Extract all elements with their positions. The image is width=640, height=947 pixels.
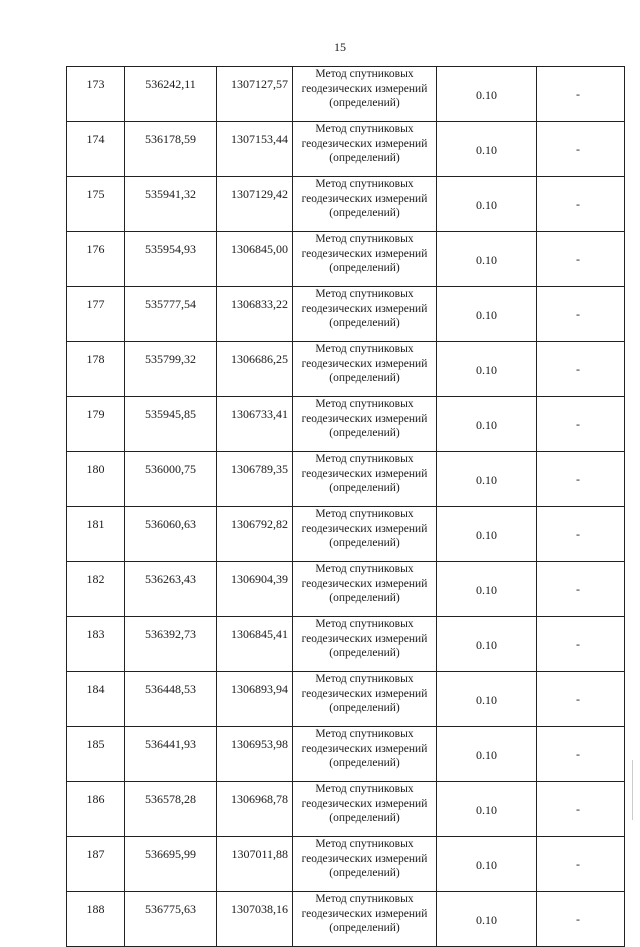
- table-row: [67, 892, 625, 947]
- note-cell: -: [537, 342, 625, 397]
- table-row: [67, 782, 625, 837]
- method-line: Метод спутниковых: [315, 838, 414, 850]
- x-coordinate-cell: 536242,11: [125, 67, 217, 122]
- y-coordinate-cell: 1306833,22: [217, 287, 293, 342]
- point-number-cell: 178: [67, 342, 125, 397]
- method-line: Метод спутниковых: [315, 178, 414, 190]
- y-coordinate-cell: 1307127,57: [217, 67, 293, 122]
- method-line: геодезических измерений: [301, 907, 428, 920]
- y-coordinate-cell: 1306792,82: [217, 507, 293, 562]
- method-cell: [293, 122, 437, 177]
- x-coordinate-cell: 536775,63: [125, 892, 217, 947]
- point-number-cell: 183: [67, 617, 125, 672]
- accuracy-cell: 0.10: [437, 617, 537, 672]
- method-line: (определений): [329, 592, 400, 604]
- method-cell: [293, 892, 437, 947]
- method-line: Метод спутниковых: [315, 68, 414, 80]
- y-coordinate-cell: 1306893,94: [217, 672, 293, 727]
- y-coordinate-cell: 1306789,35: [217, 452, 293, 507]
- method-line: (определений): [329, 757, 400, 769]
- table-row: [67, 727, 625, 782]
- method-cell: [293, 452, 437, 507]
- method-cell: [293, 782, 437, 837]
- note-cell: -: [537, 507, 625, 562]
- note-cell: -: [537, 562, 625, 617]
- x-coordinate-cell: 536448,53: [125, 672, 217, 727]
- note-cell: -: [537, 177, 625, 232]
- accuracy-cell: 0.10: [437, 837, 537, 892]
- note-cell: -: [537, 452, 625, 507]
- y-coordinate-cell: 1306845,00: [217, 232, 293, 287]
- x-coordinate-cell: 536263,43: [125, 562, 217, 617]
- accuracy-cell: 0.10: [437, 782, 537, 837]
- x-coordinate-cell: 536695,99: [125, 837, 217, 892]
- note-cell: -: [537, 892, 625, 947]
- method-line: Метод спутниковых: [315, 893, 414, 905]
- method-line: геодезических измерений: [301, 577, 428, 590]
- page-number: 15: [334, 40, 346, 54]
- point-number-cell: 188: [67, 892, 125, 947]
- y-coordinate-cell: 1306968,78: [217, 782, 293, 837]
- point-number-cell: 175: [67, 177, 125, 232]
- table-row: [67, 452, 625, 507]
- x-coordinate-cell: 535945,85: [125, 397, 217, 452]
- method-line: геодезических измерений: [301, 192, 428, 205]
- method-line: (определений): [329, 482, 400, 494]
- scan-artifact: [632, 760, 633, 820]
- point-number-cell: 177: [67, 287, 125, 342]
- point-number-cell: 179: [67, 397, 125, 452]
- note-cell: -: [537, 122, 625, 177]
- method-line: геодезических измерений: [301, 247, 428, 260]
- point-number-cell: 176: [67, 232, 125, 287]
- accuracy-cell: 0.10: [437, 67, 537, 122]
- y-coordinate-cell: 1306845,41: [217, 617, 293, 672]
- method-line: геодезических измерений: [301, 82, 428, 95]
- x-coordinate-cell: 536178,59: [125, 122, 217, 177]
- accuracy-cell: 0.10: [437, 287, 537, 342]
- note-cell: -: [537, 617, 625, 672]
- note-cell: -: [537, 67, 625, 122]
- table-row: [67, 397, 625, 452]
- x-coordinate-cell: 536000,75: [125, 452, 217, 507]
- y-coordinate-cell: 1307153,44: [217, 122, 293, 177]
- x-coordinate-cell: 535777,54: [125, 287, 217, 342]
- method-line: геодезических измерений: [301, 632, 428, 645]
- method-cell: [293, 672, 437, 727]
- method-line: геодезических измерений: [301, 687, 428, 700]
- x-coordinate-cell: 535799,32: [125, 342, 217, 397]
- method-cell: [293, 617, 437, 672]
- x-coordinate-cell: 535941,32: [125, 177, 217, 232]
- method-line: (определений): [329, 152, 400, 164]
- method-line: (определений): [329, 867, 400, 879]
- point-number-cell: 181: [67, 507, 125, 562]
- method-line: (определений): [329, 427, 400, 439]
- point-number-cell: 174: [67, 122, 125, 177]
- method-line: Метод спутниковых: [315, 563, 414, 575]
- accuracy-cell: 0.10: [437, 177, 537, 232]
- point-number-cell: 187: [67, 837, 125, 892]
- coordinates-table: [66, 66, 625, 947]
- table-row: [67, 342, 625, 397]
- method-line: геодезических измерений: [301, 357, 428, 370]
- accuracy-cell: 0.10: [437, 397, 537, 452]
- method-line: геодезических измерений: [301, 742, 428, 755]
- point-number-cell: 185: [67, 727, 125, 782]
- accuracy-cell: 0.10: [437, 562, 537, 617]
- method-line: Метод спутниковых: [315, 123, 414, 135]
- point-number-cell: 173: [67, 67, 125, 122]
- accuracy-cell: 0.10: [437, 452, 537, 507]
- method-line: геодезических измерений: [301, 412, 428, 425]
- point-number-cell: 186: [67, 782, 125, 837]
- method-cell: [293, 397, 437, 452]
- method-cell: [293, 342, 437, 397]
- method-line: (определений): [329, 207, 400, 219]
- note-cell: -: [537, 782, 625, 837]
- x-coordinate-cell: 536392,73: [125, 617, 217, 672]
- method-line: (определений): [329, 647, 400, 659]
- method-line: (определений): [329, 317, 400, 329]
- table-row: [67, 232, 625, 287]
- note-cell: -: [537, 672, 625, 727]
- accuracy-cell: 0.10: [437, 892, 537, 947]
- y-coordinate-cell: 1306686,25: [217, 342, 293, 397]
- method-line: геодезических измерений: [301, 302, 428, 315]
- method-cell: [293, 837, 437, 892]
- y-coordinate-cell: 1307038,16: [217, 892, 293, 947]
- method-line: (определений): [329, 97, 400, 109]
- method-line: (определений): [329, 537, 400, 549]
- method-line: Метод спутниковых: [315, 288, 414, 300]
- method-line: Метод спутниковых: [315, 618, 414, 630]
- table-row: [67, 562, 625, 617]
- method-line: Метод спутниковых: [315, 233, 414, 245]
- table-row: [67, 617, 625, 672]
- method-line: Метод спутниковых: [315, 508, 414, 520]
- method-cell: [293, 67, 437, 122]
- y-coordinate-cell: 1306904,39: [217, 562, 293, 617]
- method-line: геодезических измерений: [301, 852, 428, 865]
- table-row: [67, 67, 625, 122]
- x-coordinate-cell: 536060,63: [125, 507, 217, 562]
- method-line: (определений): [329, 922, 400, 934]
- note-cell: -: [537, 727, 625, 782]
- y-coordinate-cell: 1307129,42: [217, 177, 293, 232]
- coordinates-table-body: [67, 67, 625, 947]
- point-number-cell: 180: [67, 452, 125, 507]
- x-coordinate-cell: 536441,93: [125, 727, 217, 782]
- method-line: Метод спутниковых: [315, 398, 414, 410]
- note-cell: -: [537, 232, 625, 287]
- method-line: Метод спутниковых: [315, 673, 414, 685]
- note-cell: -: [537, 287, 625, 342]
- y-coordinate-cell: 1307011,88: [217, 837, 293, 892]
- method-cell: [293, 232, 437, 287]
- y-coordinate-cell: 1306733,41: [217, 397, 293, 452]
- table-row: [67, 122, 625, 177]
- method-line: (определений): [329, 262, 400, 274]
- method-line: Метод спутниковых: [315, 728, 414, 740]
- accuracy-cell: 0.10: [437, 342, 537, 397]
- method-line: (определений): [329, 812, 400, 824]
- method-line: Метод спутниковых: [315, 783, 414, 795]
- method-line: геодезических измерений: [301, 137, 428, 150]
- accuracy-cell: 0.10: [437, 507, 537, 562]
- accuracy-cell: 0.10: [437, 122, 537, 177]
- method-cell: [293, 287, 437, 342]
- table-row: [67, 177, 625, 232]
- method-cell: [293, 562, 437, 617]
- x-coordinate-cell: 536578,28: [125, 782, 217, 837]
- method-line: Метод спутниковых: [315, 343, 414, 355]
- point-number-cell: 184: [67, 672, 125, 727]
- y-coordinate-cell: 1306953,98: [217, 727, 293, 782]
- note-cell: -: [537, 397, 625, 452]
- method-line: (определений): [329, 702, 400, 714]
- method-line: геодезических измерений: [301, 522, 428, 535]
- table-row: [67, 287, 625, 342]
- table-row: [67, 837, 625, 892]
- method-line: (определений): [329, 372, 400, 384]
- accuracy-cell: 0.10: [437, 232, 537, 287]
- table-row: [67, 672, 625, 727]
- method-cell: [293, 727, 437, 782]
- method-cell: [293, 177, 437, 232]
- accuracy-cell: 0.10: [437, 672, 537, 727]
- accuracy-cell: 0.10: [437, 727, 537, 782]
- note-cell: -: [537, 837, 625, 892]
- method-line: Метод спутниковых: [315, 453, 414, 465]
- method-line: геодезических измерений: [301, 467, 428, 480]
- method-line: геодезических измерений: [301, 797, 428, 810]
- table-row: [67, 507, 625, 562]
- x-coordinate-cell: 535954,93: [125, 232, 217, 287]
- point-number-cell: 182: [67, 562, 125, 617]
- method-cell: [293, 507, 437, 562]
